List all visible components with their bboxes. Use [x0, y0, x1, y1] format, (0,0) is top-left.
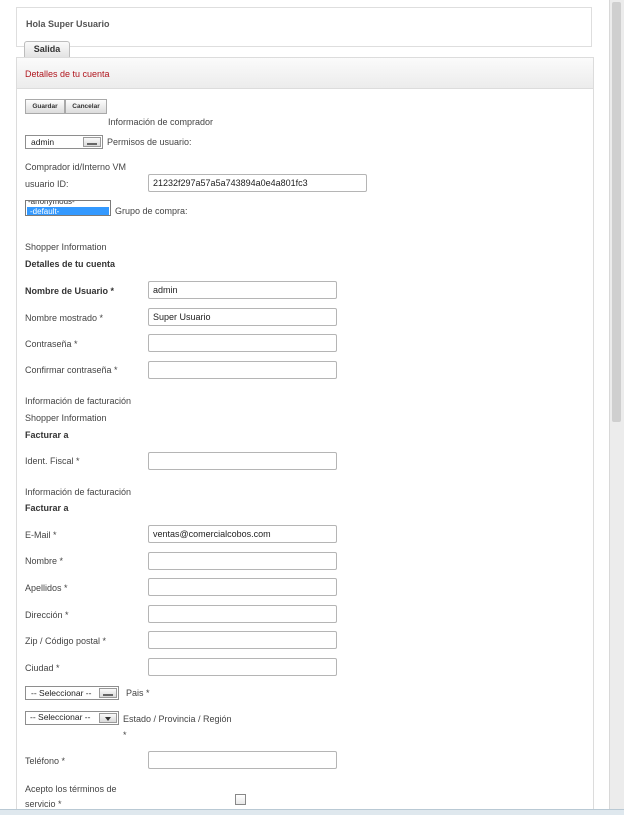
- shopper-info-label-2: Shopper Information: [25, 413, 107, 423]
- account-details-heading: Detalles de tu cuenta: [25, 259, 116, 269]
- shopper-group-listbox[interactable]: [25, 200, 111, 216]
- logout-tab[interactable]: Salida: [24, 41, 70, 57]
- group-option-anonymous[interactable]: -anonymous-: [28, 200, 75, 206]
- tax-id-input[interactable]: [148, 452, 337, 470]
- state-label: Estado / Provincia / Región: [123, 714, 232, 724]
- username-label: Nombre de Usuario *: [25, 286, 115, 296]
- user-id-input[interactable]: 21232f297a57a5a743894a0e4a801fc3: [148, 174, 367, 192]
- confirm-password-label: Confirmar contraseña *: [25, 365, 118, 375]
- country-select[interactable]: [25, 686, 119, 700]
- vertical-scrollbar[interactable]: [609, 0, 624, 815]
- email-label: E-Mail *: [25, 530, 57, 540]
- group-option-default[interactable]: -default-: [27, 207, 109, 216]
- state-select-value: -- Seleccionar --: [30, 712, 91, 722]
- user-id-label: usuario ID:: [25, 179, 69, 189]
- display-name-label: Nombre mostrado *: [25, 313, 104, 323]
- chevron-down-icon: [99, 713, 117, 723]
- state-required-mark: *: [123, 730, 127, 740]
- email-input[interactable]: ventas@comercialcobos.com: [148, 525, 337, 543]
- state-select[interactable]: [25, 711, 119, 725]
- tos-checkbox[interactable]: [235, 794, 246, 805]
- password-input[interactable]: [148, 334, 337, 352]
- tos-label-line2: servicio *: [25, 799, 62, 809]
- shopper-id-label: Comprador id/Interno VM: [25, 162, 127, 172]
- cancel-button[interactable]: Cancelar: [65, 99, 107, 114]
- first-name-label: Nombre *: [25, 556, 64, 566]
- permissions-value: admin: [31, 137, 55, 147]
- bill-to-heading-2: Facturar a: [25, 503, 69, 513]
- panel-title: Detalles de tu cuenta: [25, 69, 110, 79]
- bottom-bar: [0, 809, 624, 815]
- zip-input[interactable]: [148, 631, 337, 649]
- address-input[interactable]: [148, 605, 337, 623]
- panel-header: [17, 58, 593, 89]
- confirm-password-input[interactable]: [148, 361, 337, 379]
- billing-info-heading-2: Información de facturación: [25, 487, 132, 497]
- greeting-box: [16, 7, 592, 47]
- phone-label: Teléfono *: [25, 756, 66, 766]
- tax-id-label: Ident. Fiscal *: [25, 456, 80, 466]
- country-select-value: -- Seleccionar --: [31, 688, 92, 698]
- bill-to-heading-1: Facturar a: [25, 430, 69, 440]
- save-button[interactable]: Guardar: [25, 99, 65, 114]
- select-handle-icon: [99, 688, 117, 698]
- permissions-select[interactable]: [25, 135, 103, 149]
- permissions-label: Permisos de usuario:: [107, 137, 192, 147]
- display-name-input[interactable]: Super Usuario: [148, 308, 337, 326]
- billing-info-heading-1: Información de facturación: [25, 396, 132, 406]
- group-label: Grupo de compra:: [115, 206, 188, 216]
- scrollbar-thumb[interactable]: [612, 2, 621, 422]
- password-label: Contraseña *: [25, 339, 78, 349]
- city-label: Ciudad *: [25, 663, 60, 673]
- greeting-text: Hola Super Usuario: [26, 19, 110, 29]
- first-name-input[interactable]: [148, 552, 337, 570]
- username-input[interactable]: admin: [148, 281, 337, 299]
- shopper-info-heading: Información de comprador: [108, 117, 214, 127]
- country-label: Pais *: [126, 688, 150, 698]
- zip-label: Zip / Código postal *: [25, 636, 107, 646]
- tos-label-line1: Acepto los términos de: [25, 784, 117, 794]
- phone-input[interactable]: [148, 751, 337, 769]
- account-details-panel: [16, 57, 594, 815]
- address-label: Dirección *: [25, 610, 69, 620]
- last-name-label: Apellidos *: [25, 583, 68, 593]
- shopper-info-label: Shopper Information: [25, 242, 107, 252]
- city-input[interactable]: [148, 658, 337, 676]
- select-handle-icon: [83, 137, 101, 147]
- last-name-input[interactable]: [148, 578, 337, 596]
